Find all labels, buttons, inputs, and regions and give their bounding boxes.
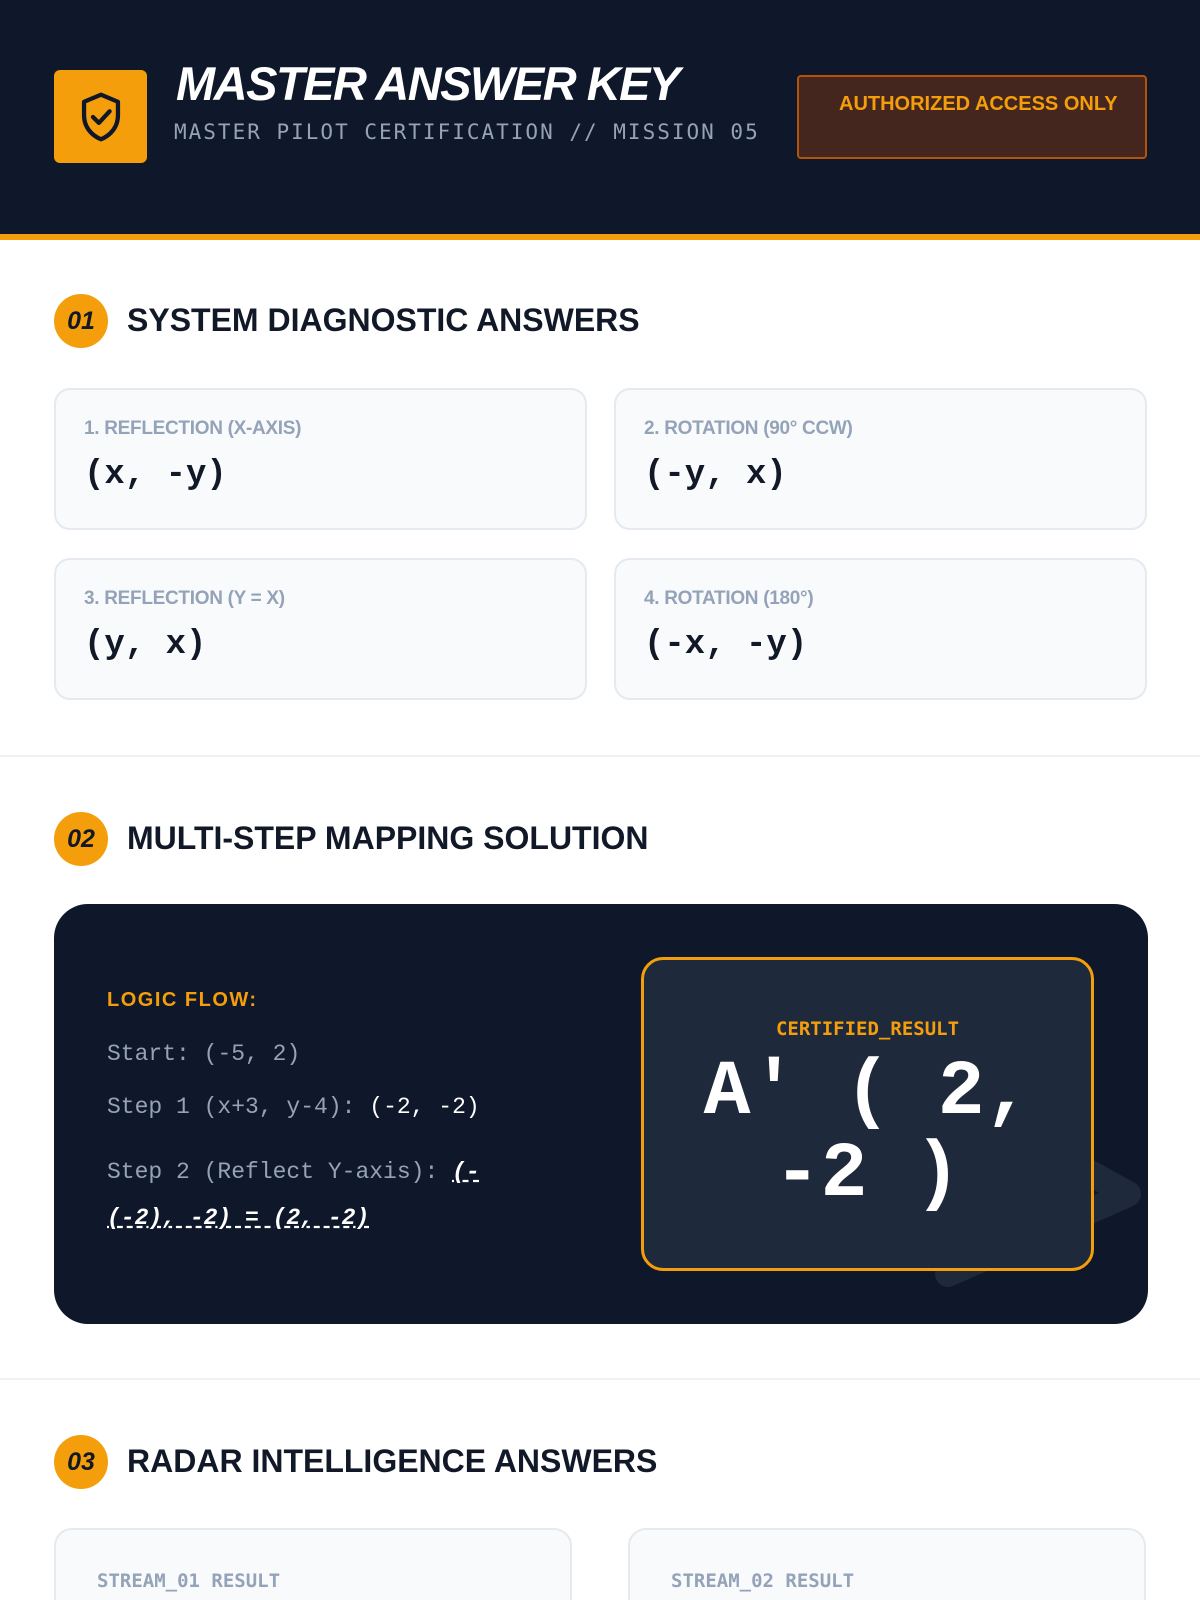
stream-label: STREAM_02 RESULT	[671, 1570, 855, 1592]
answer-label: 4. ROTATION (180°)	[644, 588, 814, 609]
access-badge: AUTHORIZED ACCESS ONLY	[797, 75, 1147, 159]
section-title: SYSTEM DIAGNOSTIC ANSWERS	[127, 302, 640, 338]
logic-step-start: Start: (-5, 2)	[107, 1041, 301, 1067]
answer-label: 1. REFLECTION (X-AXIS)	[84, 418, 302, 439]
result-value: A' ( 2, -2 )	[703, 1049, 1032, 1219]
answer-label: 3. REFLECTION (Y = X)	[84, 588, 285, 609]
section-title: MULTI-STEP MAPPING SOLUTION	[127, 820, 649, 856]
answer-card	[614, 388, 1147, 530]
answer-value: (-x, -y)	[644, 626, 808, 664]
answer-value: (-y, x)	[644, 456, 787, 494]
stream-label: STREAM_01 RESULT	[97, 1570, 281, 1592]
certified-result-box	[641, 957, 1094, 1271]
mapping-panel	[54, 904, 1148, 1324]
section-number: 03	[54, 1435, 108, 1489]
header	[0, 0, 1200, 240]
section-number: 02	[54, 812, 108, 866]
answer-card	[614, 558, 1147, 700]
answer-value: (y, x)	[84, 626, 207, 664]
stream-card	[54, 1528, 572, 1600]
stream-card	[628, 1528, 1146, 1600]
section-title: RADAR INTELLIGENCE ANSWERS	[127, 1443, 658, 1479]
answer-label: 2. ROTATION (90° CCW)	[644, 418, 853, 439]
answer-value: (x, -y)	[84, 456, 227, 494]
page-title: MASTER ANSWER KEY	[176, 57, 679, 110]
logic-step-1: Step 1 (x+3, y-4): (-2, -2)	[107, 1094, 480, 1120]
logic-flow-label: LOGIC FLOW:	[107, 989, 258, 1011]
section-number: 01	[54, 294, 108, 348]
page-subtitle: MASTER PILOT CERTIFICATION // MISSION 05	[174, 120, 760, 144]
shield-check-icon	[54, 70, 147, 163]
answer-card	[54, 558, 587, 700]
result-label: CERTIFIED_RESULT	[775, 1018, 960, 1040]
section-divider	[0, 755, 1200, 757]
section-divider	[0, 1378, 1200, 1380]
answer-card	[54, 388, 587, 530]
logic-step-2: Step 2 (Reflect Y-axis): (-(-2), -2) = (2, -2)	[107, 1159, 480, 1231]
